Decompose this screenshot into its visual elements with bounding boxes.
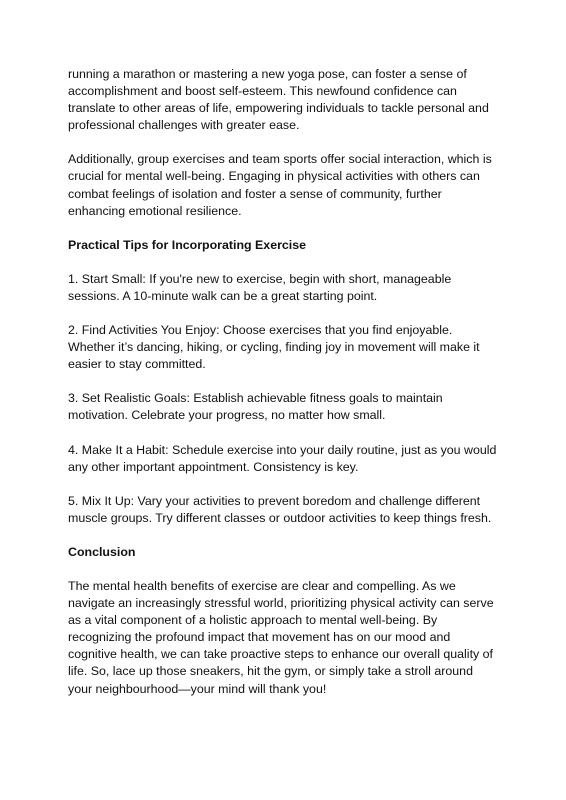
conclusion-paragraph: The mental health benefits of exercise are clear and compelling. As we navigate an increasingly stressful world, prioritizing physical activity can serve as a vital component of a holistic approach to mental well-being. By recognizing the profound impact that movement has on our mood and cognitive health, we can take proactive steps to enhance our overall quality of life. So, lace up those sneakers, hit the gym, or simply take a stroll around your neighbourhood—your mind will thank you!	[68, 578, 494, 696]
document-page	[68, 66, 500, 715]
tip-item-1: 1. Start Small: If you're new to exercise, begin with short, manageable sessions. A 10-minute walk can be a great starting point.	[68, 271, 452, 303]
intro-paragraph-2: Additionally, group exercises and team sports offer social interaction, which is crucial for mental well-being. Engaging in physical activities with others can combat feelings of isolation and foster a sense of community, further enhancing emotional resilience.	[68, 152, 492, 218]
intro-paragraph-1: running a marathon or mastering a new yoga pose, can foster a sense of accomplishment and boost self-esteem. This newfound confidence can translate to other areas of life, empowering individuals to tackle personal and professional challenges with greater ease.	[68, 67, 489, 133]
tips-heading: Practical Tips for Incorporating Exercise	[68, 237, 307, 252]
tip-item-3: 3. Set Realistic Goals: Establish achievable fitness goals to maintain motivation. Celebrate your progress, no matter how small.	[68, 391, 443, 423]
tip-item-4: 4. Make It a Habit: Schedule exercise into your daily routine, just as you would any other important appointment. Consistency is key.	[68, 442, 497, 474]
tip-item-2: 2. Find Activities You Enjoy: Choose exercises that you find enjoyable. Whether it’s dancing, hiking, or cycling, finding joy in movement will make it easier to stay committed.	[68, 323, 480, 372]
conclusion-heading: Conclusion	[68, 544, 136, 559]
tip-item-5: 5. Mix It Up: Vary your activities to prevent boredom and challenge different muscle groups. Try different classes or outdoor activities to keep things fresh.	[68, 493, 492, 525]
